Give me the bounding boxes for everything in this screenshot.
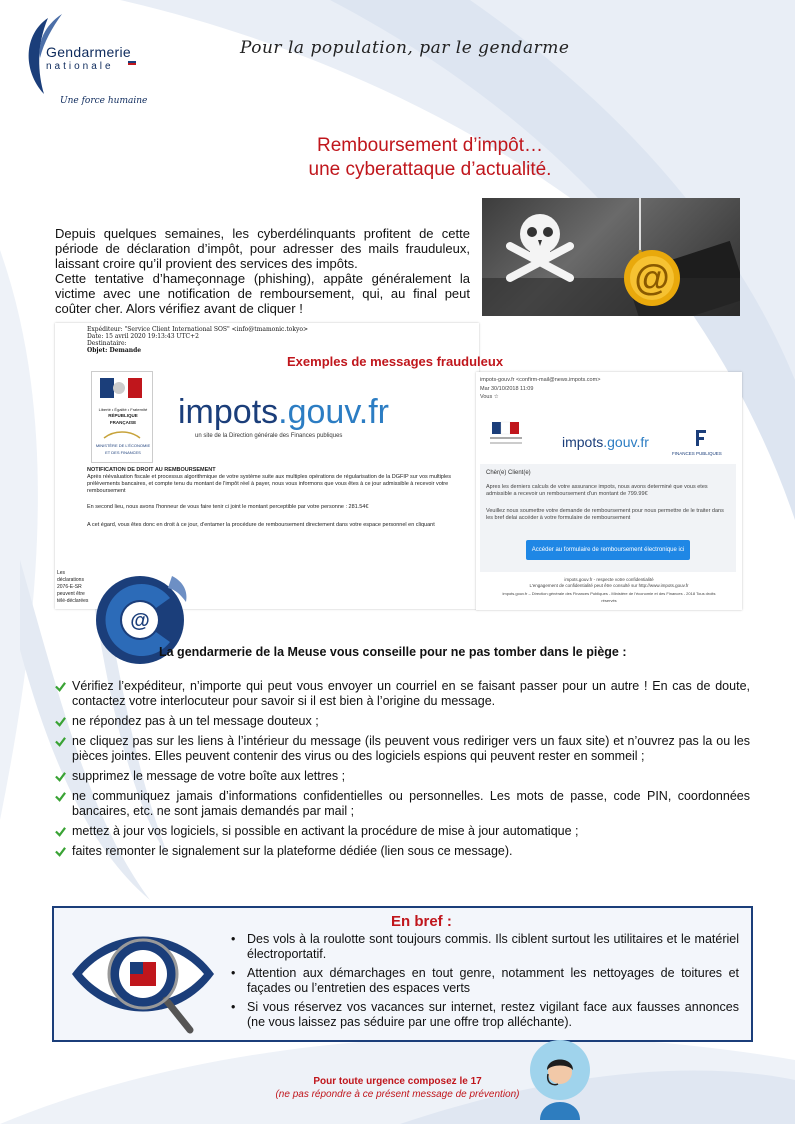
logo-motto: Une force humaine	[60, 96, 148, 106]
logo-name: Gendarmerie	[46, 44, 132, 60]
impots-brand	[178, 393, 389, 432]
side-note: Les déclarations 2076-E-SR peuvent être télé-déclarées	[57, 570, 89, 604]
list-item: • Attention aux démarchages en tout genre, notamment les nettoyages de toitures et façades ou l’entretien des espaces verts	[229, 966, 739, 996]
fake-refund-button[interactable]: Accéder au formulaire de remboursement électronique ici	[526, 540, 690, 560]
notif-title: NOTIFICATION DE DROIT AU REMBOURSEMENT	[87, 467, 216, 473]
impots-brand-main: impots	[562, 434, 604, 450]
check-icon	[55, 681, 66, 692]
mail-from: Expéditeur: "Service Client International SOS" <info@tmamonic.tokyo>	[87, 326, 309, 333]
list-item: • Des vols à la roulotte sont toujours commis. Ils ciblent surtout les utilitaires et le matériel électroportatif.	[229, 932, 739, 962]
list-item: • Si vous réservez vos vacances sur internet, restez vigilant face aux fausses annonces (ne vous laissez pas séduire par une offre trop alléchante).	[229, 1000, 739, 1030]
notif-body: Après réévaluation fiscale et processus algorithmique de votre système suite aux multiples opérations de régularisation de la DGFIP sur vos multiples prélèvements bancaires, et compte tenu du montant de l'impôt réel à payer, nous vous informons que vous êtes à ce jour admissible à recevoir votre remboursement	[87, 474, 451, 494]
mail-date: Date: 15 avril 2020 19:13:43 UTC+2	[87, 333, 199, 340]
list-item	[55, 679, 750, 709]
check-icon	[55, 771, 66, 782]
list-item-text: supprimez le message de votre boîte aux lettres ;	[72, 769, 346, 783]
gendarmerie-eye-seal-icon	[68, 918, 218, 1036]
examples-title: Exemples de messages frauduleux	[287, 354, 504, 369]
check-icon	[55, 826, 66, 837]
notif-amount: En second lieu, nous avons l'honneur de vous faire tenir ci joint le montant perceptible par votre personne : 281.54€	[87, 504, 369, 510]
skull-hook-at-icon	[482, 198, 740, 316]
no-reply-note: (ne pas répondre à ce présent message de prévention)	[275, 1089, 520, 1100]
list-item	[55, 824, 750, 839]
finances-publiques-icon	[690, 428, 710, 448]
mail-from: impots-gouv.fr <confirm-mail@news.impots.com>	[480, 377, 601, 383]
impots-brand-tld: .gouv.fr	[603, 434, 649, 450]
mail-body-2: Veuillez nous soumettre votre demande de remboursement pour nous permettre de le traiter dans les bref delai accéder à votre formulaire de remboursement	[486, 508, 724, 521]
mail-subject: Objet: Demande	[87, 347, 142, 354]
intro-paragraph: Depuis quelques semaines, les cyberdélinquants profitent de cette période de déclaration d’impôt, pour adresser des mails frauduleux, laissant croire qu’il provient des services des impôts.	[55, 226, 470, 271]
list-item	[55, 789, 750, 819]
phishing-illustration	[482, 198, 740, 316]
check-icon	[55, 791, 66, 802]
intro-text	[55, 226, 470, 316]
mail-to: Destinataire:	[87, 340, 127, 347]
rf-motto: Liberté • Égalité • Fraternité	[98, 407, 148, 412]
list-item-text: faites remonter le signalement sur la plateforme dédiée (lien sous ce message).	[72, 844, 513, 858]
check-icon	[55, 736, 66, 747]
list-item-text: Vérifiez l’expéditeur, n’importe qui peut vous envoyer un courriel en se faisant passer pour un autre ! En cas de doute, contactez votre interlocuteur pour savoir si il est bien à l’origine du message.	[72, 679, 750, 708]
urgence-line: Pour toute urgence composez le 17	[313, 1076, 482, 1087]
mail-body-1: Apres les derniers calculs de votre assurance impots, nous avons determiné que vous etes admissible a recevoir un remboursement d'un montant de 799.99€	[486, 484, 708, 497]
advice-heading: La gendarmerie de la Meuse vous conseille pour ne pas tomber dans le piège :	[159, 645, 627, 659]
page-title	[250, 134, 610, 182]
en-bref-list	[229, 932, 739, 1034]
list-item-text: ne répondez pas à un tel message douteux ;	[72, 714, 319, 728]
mail-footer-1: impots.gouv.fr - respecte votre confidentialité	[564, 577, 654, 582]
check-icon	[55, 716, 66, 727]
ministere-emblem-icon	[102, 430, 142, 440]
list-item-text: ne cliquez pas sur les liens à l’intérieur du message (ils peuvent vous rediriger vers un faux site) et n’ouvrez pas la ou les pièces jointes. Elles peuvent contenir des virus ou des logiciels espions qui peuvent rester en sommeil ;	[72, 734, 750, 763]
check-icon	[55, 846, 66, 857]
mail-greeting: Chèr(e) Client(e)	[486, 470, 531, 476]
list-item	[55, 714, 750, 729]
finances-publiques-label: FINANCES PUBLIQUES	[672, 451, 722, 456]
mail-footer-2: L'engagement de confidentialité peut être consulté sur http://www.impots.gouv.fr	[529, 583, 689, 588]
mail-footer-3: impots.gouv.fr – Direction générale des Finances Publiques - Ministère de l'économie et des Finances - 2018 Tous droits réservés	[502, 591, 716, 603]
flag-icon	[128, 61, 136, 65]
mail-to: Vous ☆	[480, 394, 499, 400]
en-bref-title: En bref :	[391, 913, 452, 930]
en-bref-box	[52, 906, 753, 1042]
rf-name: RÉPUBLIQUE FRANÇAISE	[108, 413, 138, 425]
advice-list	[55, 679, 750, 864]
tagline: Pour la population, par le gendarme	[240, 38, 570, 58]
marianne-icon	[92, 376, 152, 404]
republique-francaise-block	[91, 371, 153, 463]
logo-sub: nationale	[46, 61, 114, 72]
svg-text:@: @	[634, 257, 670, 298]
operator-avatar-icon	[528, 1030, 592, 1120]
title-line-2: une cyberattaque d’actualité.	[308, 159, 552, 180]
marianne-icon	[488, 420, 524, 450]
ministere-name: MINISTÈRE DE L'ÉCONOMIE ET DES FINANCES	[95, 443, 151, 455]
list-item	[55, 844, 750, 859]
impots-brand-sub: un site de la Direction générale des Finances publiques	[195, 433, 343, 439]
notif-cta-text: A cet égard, vous êtes donc en droit à ce jour, d'entamer la procédure de remboursement directement dans votre espace personnel en cliquant	[87, 522, 435, 528]
mail-date: Mar 30/10/2018 11:09	[480, 386, 534, 392]
fraud-mail-example-2	[476, 372, 742, 610]
list-item-text: mettez à jour vos logiciels, si possible en activant la procédure de mise à jour automatique ;	[72, 824, 579, 838]
list-item-text: ne communiquez jamais d’informations confidentielles ou personnelles. Les mots de passe, code PIN, coordonnées bancaires, etc. ne sont jamais demandés par mail ;	[72, 789, 750, 818]
list-item	[55, 769, 750, 784]
impots-brand-tld: .gouv.fr	[278, 393, 390, 431]
title-line-1: Remboursement d’impôt…	[317, 135, 543, 156]
list-item	[55, 734, 750, 764]
impots-brand-main: impots	[178, 393, 279, 431]
impots-brand	[562, 434, 649, 450]
intro-paragraph: Cette tentative d’hameçonnage (phishing), appâte généralement la victime avec une notification de remboursement, qui, au final peut coûter cher. Alors vérifiez avant de cliquer !	[55, 271, 470, 316]
svg-text:@: @	[130, 610, 150, 632]
